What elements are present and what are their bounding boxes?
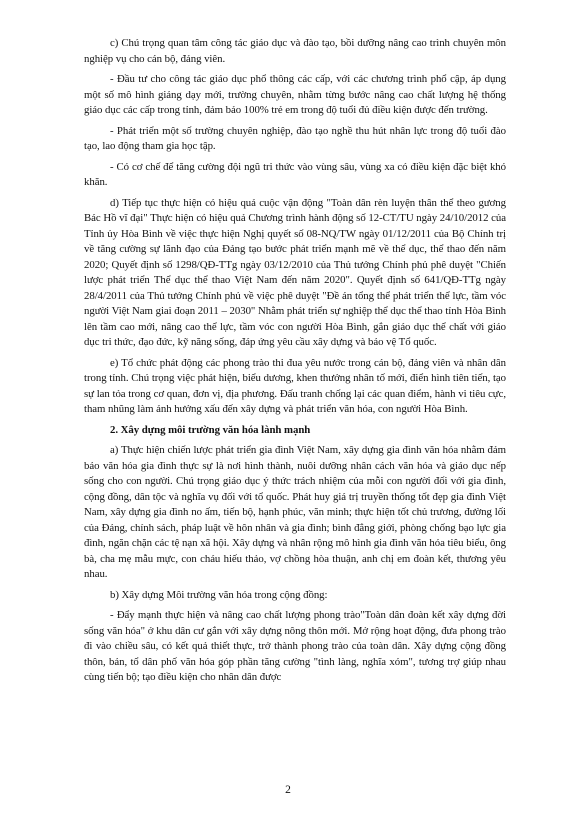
section-heading-2: 2. Xây dựng môi trường văn hóa lành mạnh [110,423,311,436]
paragraph-bullet-community: - Đẩy mạnh thực hiện và nâng cao chất lượng phong trào"Toàn dân đoàn kết xây dựng đời sống văn hóa" ở khu dân cư gắn với xây dựng nông thôn mới. Mở rộng hoạt động, đưa phong trào đi vào chiều sâu, có kết quả thiết thực, trở thành phong trào của toàn dân. Xây dựng cộng đồng thôn, bản, tổ dân phố văn hóa góp phần tăng cường "tình làng, nghĩa xóm", tương trợ giúp nhau cùng tiến bộ; tạo điều kiện cho nhân dân được [84,609,506,683]
document-page [84,36,506,691]
paragraph-bullet-general-education: - Đầu tư cho công tác giáo dục phổ thông các cấp, với các chương trình phổ cập, áp dụng một số mô hình giảng dạy mới, trường chuyên, nhằm từng bước nâng cao chất lượng hệ thống giáo dục các cấp trong tỉnh, đảm bảo 100% trẻ em trong độ tuổi đủ điều kiện được đến trường. [84,73,506,116]
page-number: 2 [285,784,291,796]
paragraph-d: d) Tiếp tục thực hiện có hiệu quả cuộc vận động "Toàn dân rèn luyện thân thể theo gương Bác Hồ vĩ đại" Thực hiện có hiệu quả Chương trình hành động số 12-CT/TU ngày 24/10/2012 của Tỉnh ủy Hòa Bình về việc thực hiện Nghị quyết số 08-NQ/TW ngày 01/12/2011 của Bộ Chính trị về tăng cường sự lãnh đạo của Đảng tạo bước phát triển mạnh mẽ về thể dục, thể thao đến năm 2020; Quyết định số 1298/QĐ-TTg ngày 03/12/2010 của Thủ tướng Chính phủ phê duyệt "Chiến lược phát triển Thể dục thể thao Việt Nam đến năm 2020". Quyết định số 641/QĐ-TTg ngày 28/4/2011 của Thủ tướng Chính phủ về việc phê duyệt "Đề án tổng thể phát triển thể lực, tầm vóc người Việt Nam giai đoạn 2011 – 2030" Nhằm phát triển sự nghiệp thể dục thể thao tỉnh Hòa Bình lên tầm cao mới, nâng cao thể lực, tầm vóc con người Hòa Bình, gắn giáo dục thể chất với giáo dục tri thức, đạo đức, kỹ năng sống, đáp ứng yêu cầu xây dựng và bảo vệ Tổ quốc. [84,196,506,348]
paragraph-bullet-vocational-schools: - Phát triển một số trường chuyên nghiệp, đào tạo nghề thu hút nhân lực trong độ tuổi đào tạo, lao động tham gia học tập. [84,124,506,152]
paragraph-bullet-remote-areas: - Có cơ chế để tăng cường đội ngũ tri thức vào vùng sâu, vùng xa có điều kiện đặc biệt khó khăn. [84,160,506,188]
paragraph-e: e) Tổ chức phát động các phong trào thi đua yêu nước trong cán bộ, đảng viên và nhân dân trong tỉnh. Chú trọng việc phát hiện, biểu dương, khen thưởng nhân tố mới, điển hình tiên tiến, tạo sự lan tỏa trong cơ quan, đơn vị, địa phương. Đấu tranh chống lại các quan điểm, hành vi tiêu cực, tham nhũng làm ảnh hưởng xấu đến xây dựng và phát triển văn hóa, con người Hòa Bình. [84,356,506,415]
paragraph-a: a) Thực hiện chiến lược phát triển gia đình Việt Nam, xây dựng gia đình văn hóa nhằm đảm bảo văn hóa gia đình thực sự là nơi hình thành, nuôi dưỡng nhân cách văn hóa và giáo dục nếp sống cho con người. Chú trọng giáo dục ý thức trách nhiệm của mỗi con người đối với gia đình, cộng đồng, dân tộc và nghĩa vụ đối với tổ quốc. Phát huy giá trị truyền thống tốt đẹp gia đình Việt Nam, xây dựng gia đình no ấm, tiến bộ, hạnh phúc, văn minh; thực hiện tốt chủ trương, đường lối của Đảng, chính sách, pháp luật về hôn nhân và gia đình; bình đẳng giới, phòng chống bạo lực gia đình, ngăn chặn các tệ nạn xã hội. Xây dựng và nhân rộng mô hình gia đình văn hóa tiêu biểu, ông bà, cha mẹ mẫu mực, con cháu hiếu thảo, vợ chồng hòa thuận, anh chị em đoàn kết, thương yêu nhau. [84,444,506,580]
paragraph-c: c) Chú trọng quan tâm công tác giáo dục và đào tạo, bồi dưỡng nâng cao trình chuyên môn nghiệp vụ cho cán bộ, đảng viên. [84,37,506,65]
paragraph-b: b) Xây dựng Môi trường văn hóa trong cộng đồng: [110,588,328,601]
